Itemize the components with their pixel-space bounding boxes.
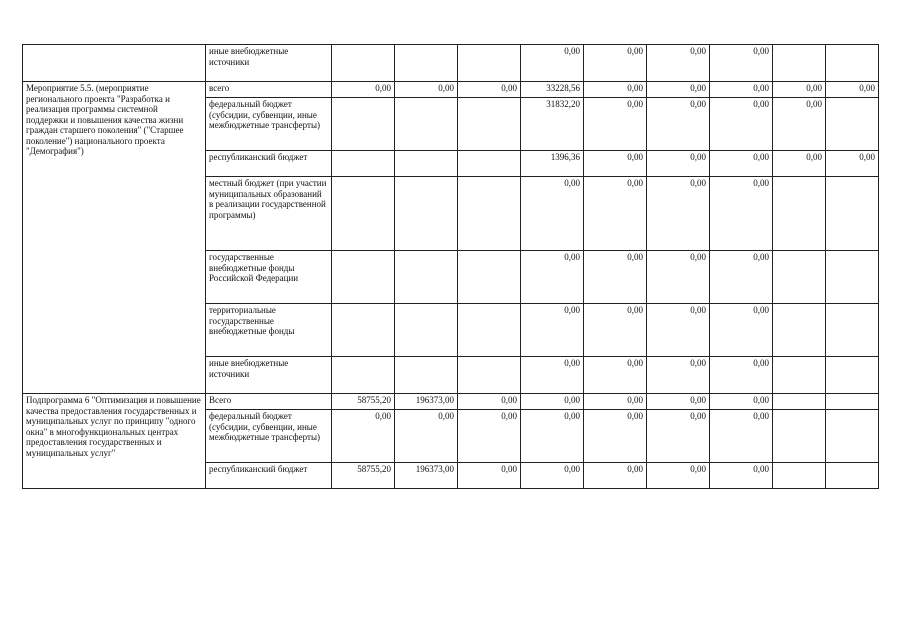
funding-source-cell: иные внебюджетные источники [206,357,332,394]
amount-cell: 196373,00 [395,463,458,489]
amount-cell: 0,00 [584,82,647,98]
amount-cell: 0,00 [584,410,647,463]
amount-cell: 0,00 [332,410,395,463]
amount-cell: 58755,20 [332,394,395,410]
amount-cell: 0,00 [647,177,710,251]
amount-cell: 0,00 [458,82,521,98]
amount-cell [332,177,395,251]
amount-cell: 1396,36 [521,151,584,177]
amount-cell [826,45,879,82]
amount-cell [395,151,458,177]
amount-cell [826,177,879,251]
amount-cell: 0,00 [584,394,647,410]
table-row [23,45,879,82]
amount-cell [826,251,879,304]
amount-cell [458,304,521,357]
amount-cell: 0,00 [710,98,773,151]
amount-cell: 0,00 [332,82,395,98]
table-row [23,394,879,410]
amount-cell: 0,00 [710,304,773,357]
amount-cell [826,463,879,489]
amount-cell: 0,00 [584,251,647,304]
amount-cell [395,177,458,251]
amount-cell: 0,00 [773,82,826,98]
amount-cell: 0,00 [584,463,647,489]
amount-cell: 0,00 [710,177,773,251]
amount-cell: 0,00 [647,357,710,394]
amount-cell: 0,00 [458,394,521,410]
amount-cell [773,251,826,304]
amount-cell: 0,00 [773,151,826,177]
amount-cell [826,410,879,463]
amount-cell: 58755,20 [332,463,395,489]
amount-cell [458,45,521,82]
amount-cell [773,394,826,410]
amount-cell: 0,00 [710,82,773,98]
amount-cell [395,98,458,151]
amount-cell: 0,00 [710,151,773,177]
amount-cell: 0,00 [773,98,826,151]
budget-table [22,44,879,489]
amount-cell [332,151,395,177]
amount-cell: 0,00 [647,304,710,357]
amount-cell [458,151,521,177]
amount-cell: 0,00 [710,357,773,394]
amount-cell: 0,00 [826,151,879,177]
funding-source-cell: республиканский бюджет [206,463,332,489]
amount-cell: 0,00 [647,82,710,98]
amount-cell [395,304,458,357]
funding-source-cell: федеральный бюджет (субсидии, субвенции, иные межбюджетные трансферты) [206,410,332,463]
amount-cell: 196373,00 [395,394,458,410]
amount-cell: 0,00 [584,98,647,151]
budget-table-body [23,45,879,489]
amount-cell: 0,00 [395,82,458,98]
amount-cell: 0,00 [710,463,773,489]
amount-cell: 0,00 [521,177,584,251]
amount-cell [826,304,879,357]
amount-cell: 0,00 [584,177,647,251]
funding-source-cell: территориальные государственные внебюджетные фонды [206,304,332,357]
amount-cell: 0,00 [647,394,710,410]
amount-cell: 0,00 [710,410,773,463]
amount-cell: 0,00 [521,463,584,489]
amount-cell: 0,00 [710,394,773,410]
amount-cell: 0,00 [647,251,710,304]
amount-cell: 0,00 [647,98,710,151]
amount-cell: 0,00 [647,151,710,177]
amount-cell [332,98,395,151]
amount-cell [395,45,458,82]
amount-cell: 0,00 [521,45,584,82]
amount-cell [395,357,458,394]
amount-cell: 0,00 [584,304,647,357]
amount-cell: 0,00 [826,82,879,98]
amount-cell [458,251,521,304]
amount-cell [458,177,521,251]
amount-cell [826,394,879,410]
amount-cell: 0,00 [647,45,710,82]
amount-cell: 0,00 [521,410,584,463]
amount-cell: 0,00 [584,45,647,82]
amount-cell [773,45,826,82]
amount-cell [332,304,395,357]
amount-cell [332,45,395,82]
funding-source-cell: местный бюджет (при участии муниципальных образований в реализации государственной программы) [206,177,332,251]
amount-cell: 31832,20 [521,98,584,151]
amount-cell: 0,00 [521,251,584,304]
amount-cell [773,177,826,251]
amount-cell [773,357,826,394]
funding-source-cell: федеральный бюджет (субсидии, субвенции, иные межбюджетные трансферты) [206,98,332,151]
amount-cell: 33228,56 [521,82,584,98]
measure-title-cell: Мероприятие 5.5. (мероприятие регионального проекта "Разработка и реализация программы системной поддержки и повышения качества жизни граждан старшего поколения" ("Старшее поколение") национального проекта "Демография") [23,82,206,394]
amount-cell: 0,00 [458,463,521,489]
amount-cell [773,410,826,463]
amount-cell [332,251,395,304]
funding-source-cell: государственные внебюджетные фонды Российской Федерации [206,251,332,304]
funding-source-cell: всего [206,82,332,98]
amount-cell: 0,00 [584,151,647,177]
amount-cell [826,98,879,151]
amount-cell: 0,00 [584,357,647,394]
amount-cell [826,357,879,394]
amount-cell [773,463,826,489]
amount-cell: 0,00 [647,463,710,489]
table-row [23,82,879,98]
amount-cell: 0,00 [458,410,521,463]
amount-cell: 0,00 [521,357,584,394]
amount-cell: 0,00 [647,410,710,463]
amount-cell [332,357,395,394]
measure-title-cell: Подпрограмма 6 "Оптимизация и повышение качества предоставления государственных и муниципальных услуг по принципу "одного окна" в многофункциональных центрах предоставления государственных и муниципальных услуг" [23,394,206,489]
funding-source-cell: республиканский бюджет [206,151,332,177]
amount-cell: 0,00 [710,45,773,82]
amount-cell: 0,00 [521,394,584,410]
funding-source-cell: Всего [206,394,332,410]
amount-cell [395,251,458,304]
amount-cell: 0,00 [395,410,458,463]
amount-cell [458,357,521,394]
amount-cell [773,304,826,357]
amount-cell: 0,00 [710,251,773,304]
funding-source-cell: иные внебюджетные источники [206,45,332,82]
amount-cell [458,98,521,151]
amount-cell: 0,00 [521,304,584,357]
measure-title-cell [23,45,206,82]
